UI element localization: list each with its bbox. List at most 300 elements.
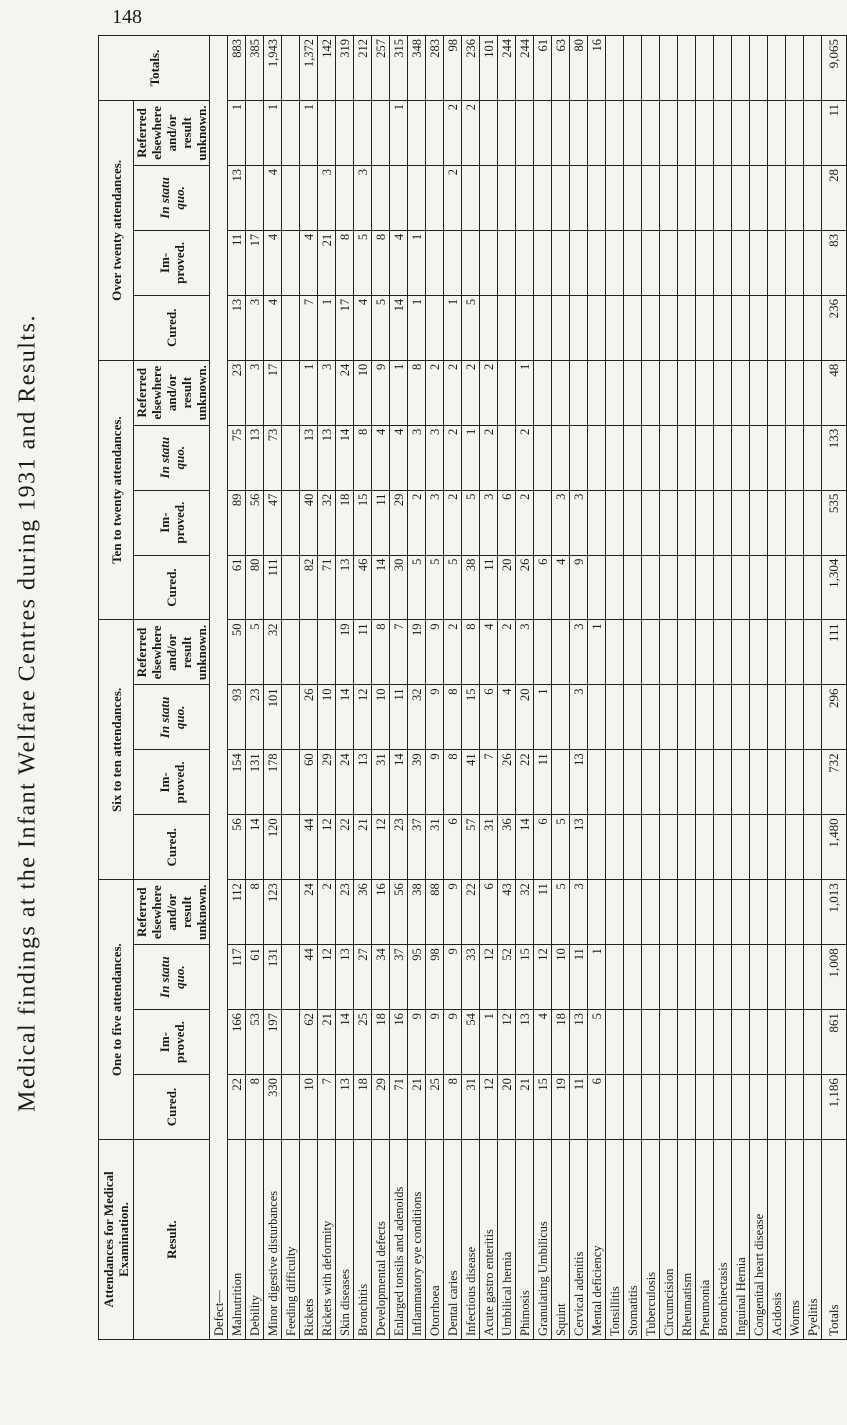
table-cell: 5 (588, 1010, 606, 1075)
table-cell: 26 (300, 685, 318, 750)
table-cell: 19 (408, 620, 426, 685)
table-cell: 8 (372, 620, 390, 685)
table-cell (768, 945, 786, 1010)
table-cell: 2 (480, 425, 498, 490)
table-cell (336, 101, 354, 166)
row-label: Circumcision (660, 1140, 678, 1340)
table-cell (606, 1075, 624, 1140)
table-cell: 22 (336, 815, 354, 880)
table-cell (786, 36, 804, 101)
table-cell (534, 295, 552, 360)
table-cell: 20 (516, 685, 534, 750)
row-label: Malnutrition (228, 1140, 246, 1340)
table-cell: 9 (444, 945, 462, 1010)
table-cell (282, 1010, 300, 1075)
table-cell (588, 880, 606, 945)
table-cell (696, 1010, 714, 1075)
table-cell: 11 (534, 750, 552, 815)
table-cell (678, 1075, 696, 1140)
table-cell (804, 750, 822, 815)
table-cell: 5 (408, 555, 426, 620)
table-cell: 3 (552, 490, 570, 555)
table-cell: 7 (480, 750, 498, 815)
table-cell: 5 (552, 815, 570, 880)
table-cell (588, 555, 606, 620)
defect-heading: Defect— (210, 36, 228, 1340)
table-cell (714, 945, 732, 1010)
table-cell (714, 685, 732, 750)
table-cell: 36 (498, 815, 516, 880)
table-cell (624, 1010, 642, 1075)
table-cell (624, 945, 642, 1010)
table-cell (732, 295, 750, 360)
table-cell: 17 (264, 360, 282, 425)
table-cell: 21 (318, 1010, 336, 1075)
table-row (804, 36, 822, 1340)
row-label: Granulating Umbilicus (534, 1140, 552, 1340)
subheader-2-3 (134, 685, 210, 750)
table-cell: 7 (318, 1075, 336, 1140)
row-label: Congenital heart disease (750, 1140, 768, 1340)
table-cell: 2 (444, 101, 462, 166)
table-cell (606, 36, 624, 101)
table-cell: 82 (300, 555, 318, 620)
table-cell (480, 101, 498, 166)
table-cell: 2 (462, 360, 480, 425)
table-cell (750, 1010, 768, 1075)
table-cell: 13 (570, 750, 588, 815)
table-cell (498, 101, 516, 166)
table-cell (552, 165, 570, 230)
table-cell (642, 490, 660, 555)
table-cell (318, 620, 336, 685)
table-cell (804, 101, 822, 166)
table-cell (678, 490, 696, 555)
table-cell: 57 (462, 815, 480, 880)
table-cell: 11 (480, 555, 498, 620)
table-cell (750, 815, 768, 880)
table-cell (642, 555, 660, 620)
table-cell (678, 555, 696, 620)
table-cell: 117 (228, 945, 246, 1010)
table-cell (732, 425, 750, 490)
table-cell (768, 880, 786, 945)
table-cell: 61 (246, 945, 264, 1010)
table-row (516, 36, 534, 1340)
table-cell: 1 (408, 230, 426, 295)
table-cell (588, 101, 606, 166)
table-cell (534, 620, 552, 685)
totals-row (822, 36, 847, 1340)
table-cell (768, 101, 786, 166)
table-cell (606, 880, 624, 945)
table-cell (660, 1010, 678, 1075)
table-cell: 21 (318, 230, 336, 295)
table-cell (570, 165, 588, 230)
table-cell (408, 101, 426, 166)
total-cell: 111 (822, 620, 847, 685)
table-cell: 123 (264, 880, 282, 945)
table-cell: 38 (462, 555, 480, 620)
table-cell (786, 360, 804, 425)
table-cell: 93 (228, 685, 246, 750)
table-cell (714, 295, 732, 360)
table-cell (624, 490, 642, 555)
table-cell (732, 1075, 750, 1140)
table-cell: 10 (372, 685, 390, 750)
subheader-1-3 (134, 945, 210, 1010)
table-cell: 101 (264, 685, 282, 750)
table-cell: 3 (570, 490, 588, 555)
table-cell (606, 555, 624, 620)
subheader-1-4: Referred elsewhere and/or result unknown. (134, 880, 210, 945)
row-label: Pyelitis (804, 1140, 822, 1340)
table-cell (768, 360, 786, 425)
table-cell: 4 (264, 295, 282, 360)
table-cell (732, 36, 750, 101)
corner-header: Attendances for Medical Examination. (99, 1140, 134, 1340)
table-cell (318, 101, 336, 166)
total-cell: 1,013 (822, 880, 847, 945)
table-cell: 12 (354, 685, 372, 750)
table-cell: 154 (228, 750, 246, 815)
table-cell (588, 295, 606, 360)
table-cell (696, 101, 714, 166)
row-label: Tuberculosis (642, 1140, 660, 1340)
table-cell (642, 880, 660, 945)
page-number: 148 (112, 6, 142, 28)
row-label: Dental caries (444, 1140, 462, 1340)
table-cell: 11 (570, 1075, 588, 1140)
table-cell (786, 1075, 804, 1140)
table-cell (426, 101, 444, 166)
table-cell (282, 880, 300, 945)
table-cell (768, 425, 786, 490)
table-cell (624, 295, 642, 360)
table-cell: 98 (426, 945, 444, 1010)
table-cell: 20 (498, 555, 516, 620)
row-label: Developmental defects (372, 1140, 390, 1340)
table-cell (750, 360, 768, 425)
table-cell: 6 (480, 880, 498, 945)
table-row (732, 36, 750, 1340)
table-cell: 26 (498, 750, 516, 815)
table-cell (768, 490, 786, 555)
table-cell: 7 (300, 295, 318, 360)
table-cell: 5 (444, 555, 462, 620)
table-cell (678, 425, 696, 490)
table-row (588, 36, 606, 1340)
table-cell: 80 (570, 36, 588, 101)
table-cell: 1 (462, 425, 480, 490)
table-cell (678, 945, 696, 1010)
subheader-3-2: Im-proved. (134, 490, 210, 555)
table-row (426, 36, 444, 1340)
table-cell (732, 165, 750, 230)
table-cell: 2 (462, 101, 480, 166)
table-cell: 1 (588, 620, 606, 685)
total-cell: 296 (822, 685, 847, 750)
table-cell (246, 165, 264, 230)
table-cell (768, 165, 786, 230)
table-cell (552, 685, 570, 750)
table-cell (732, 490, 750, 555)
subheader-2-4: Referred elsewhere and/or result unknown. (134, 620, 210, 685)
table-cell (354, 101, 372, 166)
table-cell: 16 (372, 880, 390, 945)
table-cell: 14 (516, 815, 534, 880)
totals-label: Totals (822, 1140, 847, 1340)
row-label: Worms (786, 1140, 804, 1340)
table-cell: 26 (516, 555, 534, 620)
table-cell (642, 165, 660, 230)
subheader-4-4: Referred elsewhere and/or result unknown. (134, 101, 210, 166)
table-cell: 14 (336, 1010, 354, 1075)
table-cell (462, 165, 480, 230)
table-cell (786, 945, 804, 1010)
table-cell: 27 (354, 945, 372, 1010)
table-cell (714, 815, 732, 880)
table-row (534, 36, 552, 1340)
table-cell (678, 360, 696, 425)
table-cell (570, 360, 588, 425)
table-cell (606, 750, 624, 815)
table-cell (552, 360, 570, 425)
table-cell: 12 (534, 945, 552, 1010)
table-cell (624, 620, 642, 685)
table-cell (516, 165, 534, 230)
table-cell (750, 295, 768, 360)
table-row (408, 36, 426, 1340)
row-label: Stomatitis (624, 1140, 642, 1340)
total-cell: 133 (822, 425, 847, 490)
table-cell: 75 (228, 425, 246, 490)
table-cell: 44 (300, 945, 318, 1010)
table-row (768, 36, 786, 1340)
table-cell: 54 (462, 1010, 480, 1075)
table-cell (606, 165, 624, 230)
table-cell (606, 815, 624, 880)
table-cell (768, 685, 786, 750)
table-cell: 13 (318, 425, 336, 490)
table-cell: 13 (336, 1075, 354, 1140)
table-cell (282, 230, 300, 295)
table-cell (480, 295, 498, 360)
table-title-text: Medical findings at the Infant Welfare Centres during 1931 and Results. (14, 313, 41, 1112)
table-cell: 1,943 (264, 36, 282, 101)
row-label: Rheumatism (678, 1140, 696, 1340)
row-label: Cervical adenitis (570, 1140, 588, 1340)
table-cell (282, 945, 300, 1010)
table-cell: 56 (246, 490, 264, 555)
table-row (750, 36, 768, 1340)
table-cell (570, 230, 588, 295)
table-cell: 9 (426, 620, 444, 685)
table-cell (282, 360, 300, 425)
table-cell (300, 165, 318, 230)
table-cell: 71 (318, 555, 336, 620)
table-cell: 31 (462, 1075, 480, 1140)
table-cell: 61 (534, 36, 552, 101)
row-label: Inguinal Hernia (732, 1140, 750, 1340)
table-cell: 1 (516, 360, 534, 425)
table-cell (660, 490, 678, 555)
subheader-4-3 (134, 165, 210, 230)
table-cell (804, 295, 822, 360)
table-cell: 21 (516, 1075, 534, 1140)
table-cell: 4 (372, 425, 390, 490)
table-cell: 101 (480, 36, 498, 101)
table-cell: 2 (516, 425, 534, 490)
table-cell (786, 101, 804, 166)
table-cell (714, 490, 732, 555)
table-cell: 32 (516, 880, 534, 945)
table-cell (660, 295, 678, 360)
table-cell (498, 425, 516, 490)
table-cell: 11 (228, 230, 246, 295)
table-cell (678, 880, 696, 945)
subheader-2-2: Im-proved. (134, 750, 210, 815)
table-cell: 11 (372, 490, 390, 555)
table-cell: 166 (228, 1010, 246, 1075)
table-cell (768, 295, 786, 360)
table-cell: 56 (390, 880, 408, 945)
subheader-1-1: Cured. (134, 1075, 210, 1140)
table-cell: 6 (498, 490, 516, 555)
table-cell (660, 165, 678, 230)
table-cell: 3 (516, 620, 534, 685)
total-cell: 535 (822, 490, 847, 555)
total-cell: 1,480 (822, 815, 847, 880)
table-cell: 89 (228, 490, 246, 555)
total-cell: 1,008 (822, 945, 847, 1010)
table-row (696, 36, 714, 1340)
table-cell: 11 (354, 620, 372, 685)
table-cell (660, 360, 678, 425)
table-cell: 120 (264, 815, 282, 880)
table-cell (642, 36, 660, 101)
table-cell: 3 (480, 490, 498, 555)
table-cell (750, 685, 768, 750)
table-cell (768, 230, 786, 295)
table-cell: 23 (228, 360, 246, 425)
table-cell: 43 (498, 880, 516, 945)
subheader-italic-text: In statu quo. (156, 177, 187, 219)
table-cell (282, 101, 300, 166)
subheader-1-2: Im-proved. (134, 1010, 210, 1075)
table-cell (570, 425, 588, 490)
table-cell (660, 101, 678, 166)
table-cell (642, 425, 660, 490)
table-cell: 2 (444, 360, 462, 425)
table-cell (570, 101, 588, 166)
table-cell (516, 230, 534, 295)
table-cell: 20 (498, 1075, 516, 1140)
table-cell: 2 (516, 490, 534, 555)
table-cell (732, 1010, 750, 1075)
table-cell: 9 (372, 360, 390, 425)
table-cell: 10 (318, 685, 336, 750)
table-cell: 25 (354, 1010, 372, 1075)
subheader-italic-text: In statu quo. (156, 696, 187, 739)
table-cell (624, 880, 642, 945)
table-cell: 883 (228, 36, 246, 101)
table-cell (750, 230, 768, 295)
table-cell (660, 815, 678, 880)
table-cell: 22 (228, 1075, 246, 1140)
table-cell (282, 36, 300, 101)
table-cell (696, 425, 714, 490)
row-label: Otorrhoea (426, 1140, 444, 1340)
row-label: Tonsillitis (606, 1140, 624, 1340)
table-cell: 9 (426, 1010, 444, 1075)
table-cell (786, 490, 804, 555)
table-cell (426, 295, 444, 360)
table-cell (660, 230, 678, 295)
table-cell: 13 (300, 425, 318, 490)
table-cell (678, 1010, 696, 1075)
total-cell: 11 (822, 101, 847, 166)
table-cell (804, 620, 822, 685)
table-cell (804, 230, 822, 295)
subheader-2-1: Cured. (134, 815, 210, 880)
table-cell (246, 101, 264, 166)
table-cell: 4 (534, 1010, 552, 1075)
table-cell (714, 750, 732, 815)
table-cell (678, 620, 696, 685)
table-cell (624, 685, 642, 750)
row-label: Rickets (300, 1140, 318, 1340)
table-cell (660, 620, 678, 685)
table-cell (732, 555, 750, 620)
table-cell (624, 555, 642, 620)
table-row (552, 36, 570, 1340)
table-cell (786, 620, 804, 685)
table-cell: 385 (246, 36, 264, 101)
table-cell: 319 (336, 36, 354, 101)
table-cell: 348 (408, 36, 426, 101)
table-row (228, 36, 246, 1340)
table-cell (696, 295, 714, 360)
table-cell: 14 (372, 555, 390, 620)
table-cell: 12 (318, 815, 336, 880)
group-header-10-20: Ten to twenty attendances. (99, 360, 134, 620)
table-cell (660, 685, 678, 750)
subheader-3-1: Cured. (134, 555, 210, 620)
table-cell: 15 (462, 685, 480, 750)
table-cell: 38 (408, 880, 426, 945)
table-cell (786, 230, 804, 295)
table-cell (660, 425, 678, 490)
table-cell (642, 360, 660, 425)
table-cell: 4 (354, 295, 372, 360)
table-cell (624, 101, 642, 166)
table-cell: 34 (372, 945, 390, 1010)
table-cell (714, 1010, 732, 1075)
table-cell (768, 555, 786, 620)
table-cell (606, 685, 624, 750)
table-cell (282, 1075, 300, 1140)
table-cell: 315 (390, 36, 408, 101)
table-cell (732, 750, 750, 815)
table-cell (804, 165, 822, 230)
total-cell: 83 (822, 230, 847, 295)
table-row (300, 36, 318, 1340)
table-cell: 15 (534, 1075, 552, 1140)
table-cell: 3 (570, 620, 588, 685)
table-cell: 14 (246, 815, 264, 880)
results-table (98, 35, 847, 1340)
